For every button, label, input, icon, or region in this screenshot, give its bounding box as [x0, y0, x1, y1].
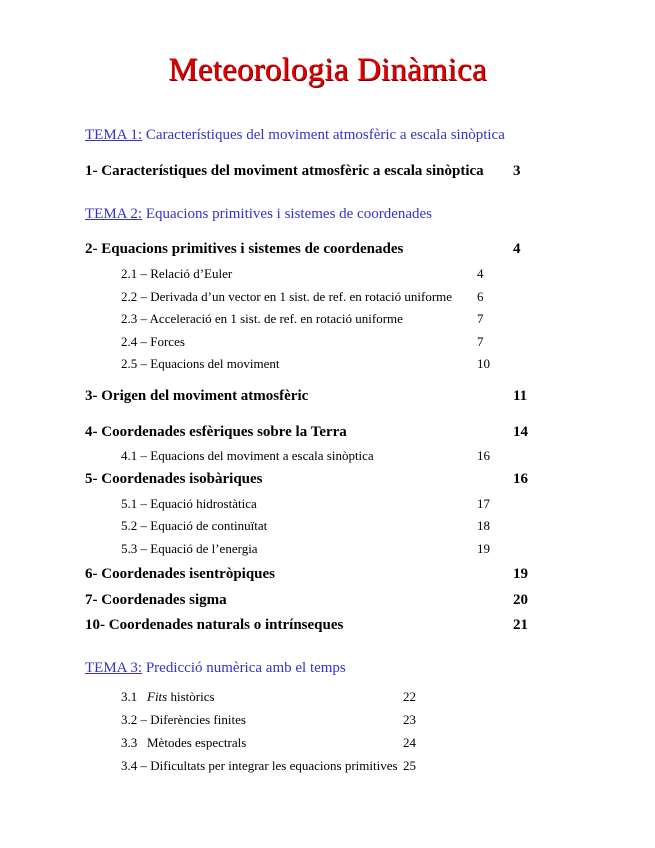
toc-sub-2-4: 2.4 – Forces	[121, 334, 185, 349]
toc-sub-page-3-2: 23	[403, 712, 416, 727]
toc-sub-3-3-num: 3.3	[121, 735, 138, 750]
toc-sub-page-2-1: 4	[477, 266, 484, 281]
tema2-title: Equacions primitives i sistemes de coordenades	[142, 206, 433, 222]
toc-sub-page-4-1: 16	[477, 448, 490, 463]
toc-sub-3-1-rest: històrics	[167, 689, 215, 704]
toc-sub-2-1: 2.1 – Relació d’Euler	[121, 266, 233, 281]
toc-sub-2-3: 2.3 – Acceleració en 1 sist. de ref. en rotació uniforme	[121, 311, 403, 326]
document-title: Meteorologia Dinàmica	[168, 52, 487, 88]
toc-sub-page-3-4: 25	[403, 758, 416, 773]
toc-page-7: 20	[513, 592, 528, 608]
toc-page-10: 21	[513, 617, 528, 633]
toc-sub-3-4-num: 3.4	[121, 758, 138, 773]
toc-section-4: 4- Coordenades esfèriques sobre la Terra	[85, 424, 347, 440]
tema3-label: TEMA 3:	[85, 660, 143, 676]
toc-sub-page-2-3: 7	[477, 311, 484, 326]
toc-sub-3-2-label: Diferències finites	[150, 712, 246, 727]
tema3-heading	[85, 660, 346, 677]
tema1-label: TEMA 1:	[85, 127, 143, 143]
tema2-heading	[85, 206, 432, 223]
toc-sub-3-2-num: 3.2	[121, 712, 138, 727]
toc-sub-3-4	[121, 758, 398, 774]
toc-section-5: 5- Coordenades isobàriques	[85, 471, 263, 487]
toc-section-7: 7- Coordenades sigma	[85, 592, 227, 608]
toc-sub-page-5-2: 18	[477, 518, 490, 533]
toc-page-2: 4	[513, 241, 521, 257]
toc-sub-page-2-4: 7	[477, 334, 484, 349]
toc-sub-2-2: 2.2 – Derivada d’un vector en 1 sist. de ref. en rotació uniforme	[121, 289, 453, 304]
toc-sub-5-3: 5.3 – Equació de l’energia	[121, 541, 258, 556]
toc-section-6: 6- Coordenades isentròpiques	[85, 566, 276, 582]
toc-page-1: 3	[513, 163, 521, 179]
toc-sub-5-2: 5.2 – Equació de continuïtat	[121, 518, 268, 533]
toc-sub-page-5-3: 19	[477, 541, 490, 556]
toc-sub-page-3-1: 22	[403, 689, 416, 704]
toc-section-2: 2- Equacions primitives i sistemes de coordenades	[85, 241, 404, 257]
toc-sub-3-3-sep	[137, 735, 147, 750]
toc-sub-3-2	[121, 712, 246, 728]
toc-sub-2-5: 2.5 – Equacions del moviment	[121, 356, 280, 371]
toc-sub-5-1: 5.1 – Equació hidrostàtica	[121, 496, 257, 511]
tema1-title: Característiques del moviment atmosfèric a escala sinòptica	[142, 127, 505, 143]
tema3-title: Predicció numèrica amb el temps	[142, 660, 346, 676]
toc-sub-3-1-num: 3.1	[121, 689, 138, 704]
toc-page-4: 14	[513, 424, 528, 440]
toc-sub-3-4-sep: –	[137, 758, 151, 773]
toc-sub-page-2-5: 10	[477, 356, 490, 371]
toc-sub-3-2-sep: –	[137, 712, 151, 727]
toc-page-5: 16	[513, 471, 528, 487]
toc-section-3: 3- Origen del moviment atmosfèric	[85, 388, 309, 404]
toc-section-1: 1- Característiques del moviment atmosfèric a escala sinòptica	[85, 163, 484, 179]
toc-sub-page-2-2: 6	[477, 289, 484, 304]
toc-sub-3-1-sep	[137, 689, 147, 704]
toc-sub-3-1	[121, 689, 215, 705]
toc-sub-page-5-1: 17	[477, 496, 490, 511]
toc-page-3: 11	[513, 388, 528, 404]
toc-sub-3-1-italic: Fits	[147, 689, 168, 704]
toc-sub-3-4-label: Dificultats per integrar les equacions primitives	[150, 758, 398, 773]
tema1-heading	[85, 127, 505, 144]
tema2-label: TEMA 2:	[85, 206, 143, 222]
toc-sub-page-3-3: 24	[403, 735, 416, 750]
toc-page-6: 19	[513, 566, 528, 582]
toc-sub-4-1: 4.1 – Equacions del moviment a escala sinòptica	[121, 448, 374, 463]
toc-sub-3-3	[121, 735, 246, 751]
toc-section-10: 10- Coordenades naturals o intrínseques	[85, 617, 344, 633]
toc-sub-3-3-label: Mètodes espectrals	[147, 735, 247, 750]
